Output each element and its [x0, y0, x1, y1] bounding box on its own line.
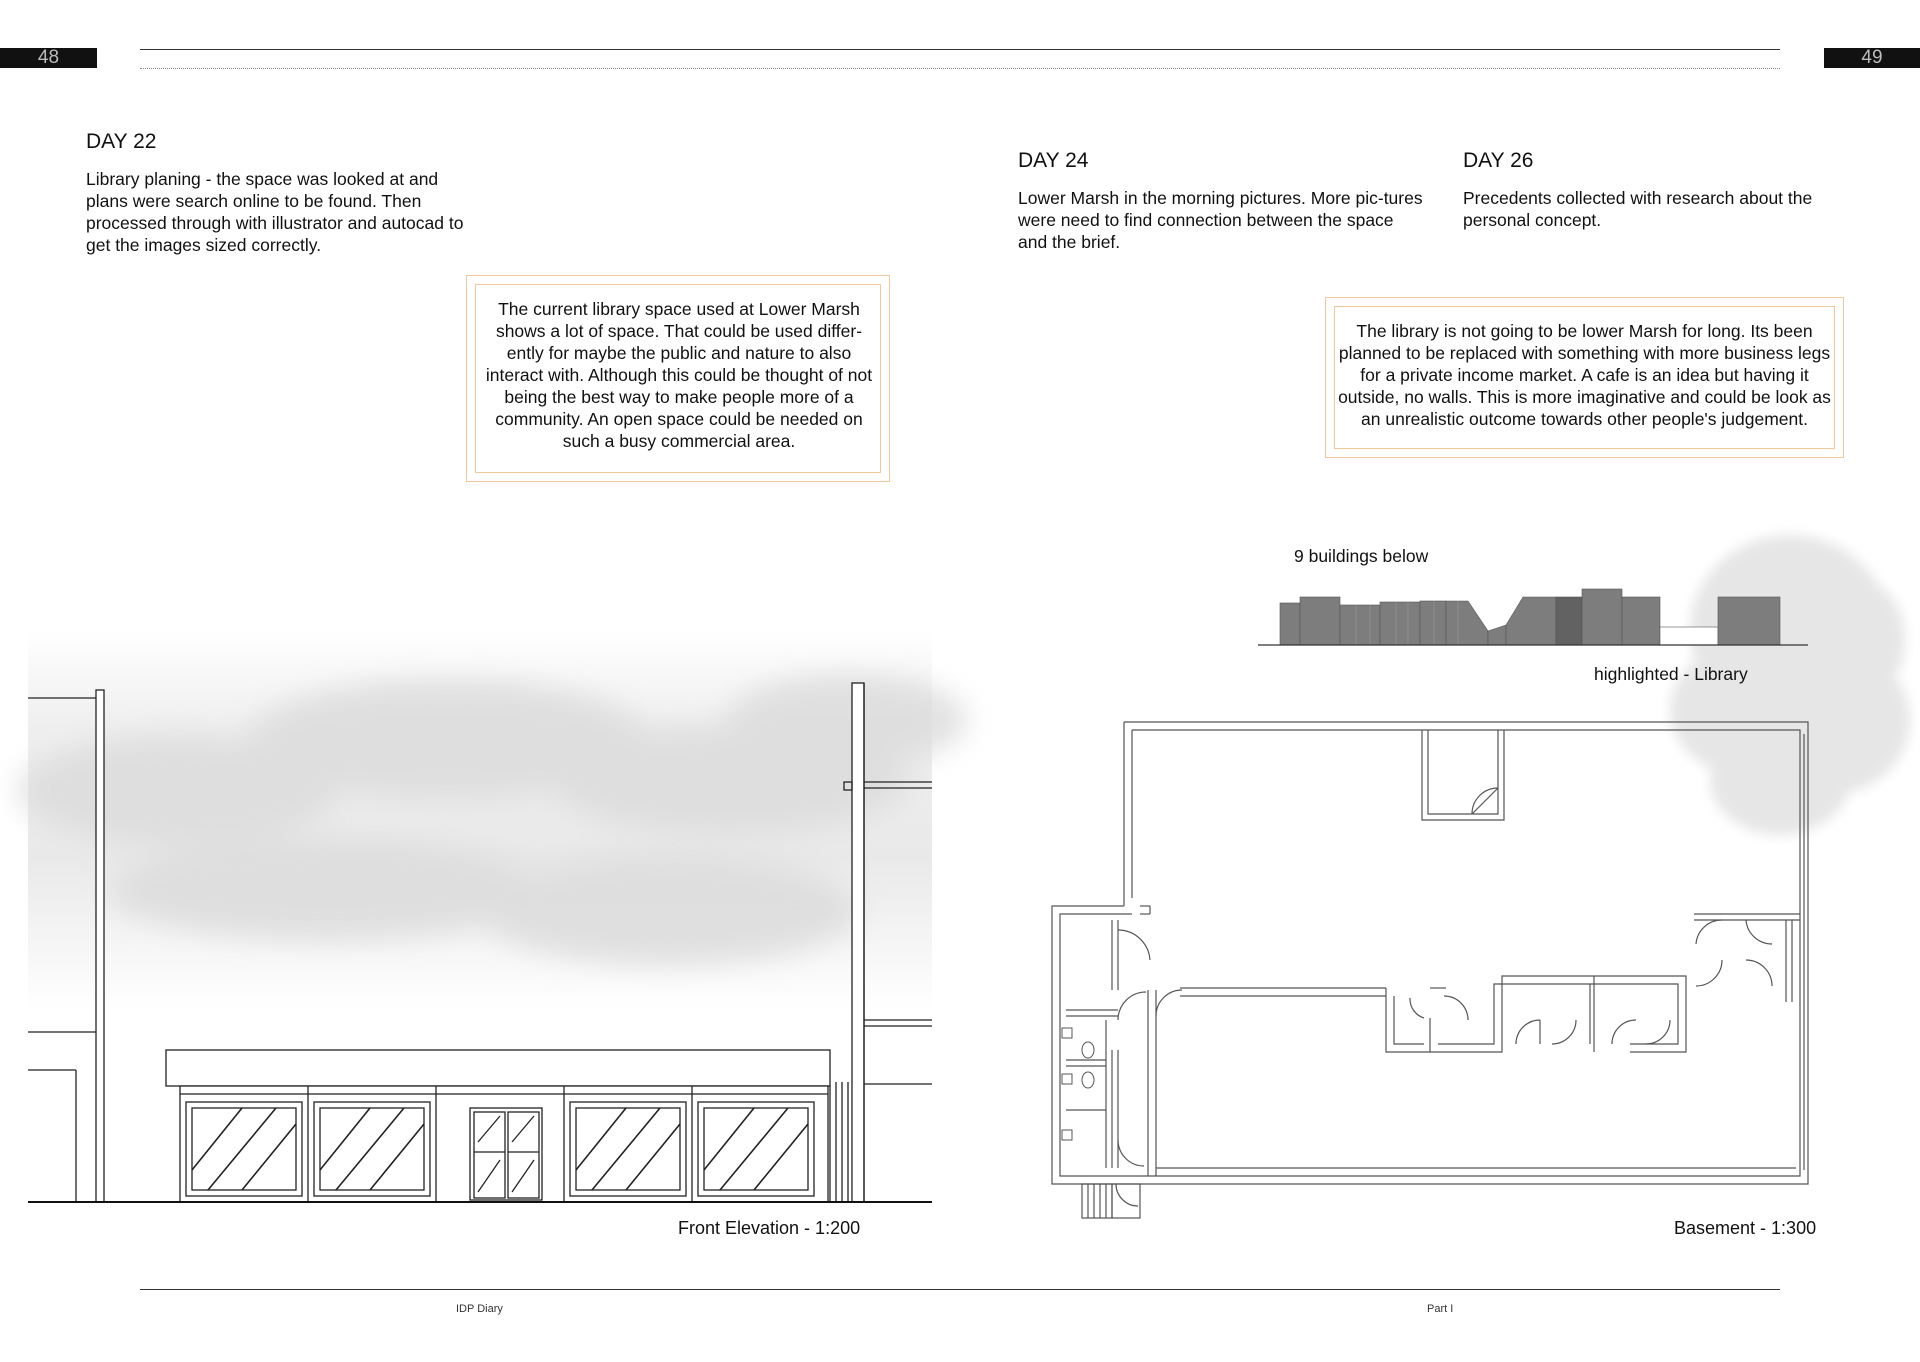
- left-building-tower: [96, 690, 104, 1202]
- header-dotted-rule: [140, 68, 1780, 69]
- building-block: [1660, 627, 1718, 645]
- elevation-caption: Front Elevation - 1:200: [678, 1218, 861, 1238]
- footer-rule: [140, 1289, 1780, 1290]
- stairs: [1082, 1184, 1112, 1218]
- building-block: [1718, 597, 1780, 645]
- footer-right-label: Part I: [1427, 1303, 1454, 1315]
- shopfront-fascia: [166, 1050, 830, 1086]
- right-page-number: 49: [1824, 48, 1920, 68]
- highlight-label: highlighted - Library: [1594, 664, 1748, 684]
- library-building: [1556, 597, 1582, 645]
- right-note-box: [1325, 297, 1844, 458]
- right-building-column: [852, 683, 864, 1202]
- building-block: [1380, 602, 1420, 645]
- basement-floor-plan: [1046, 720, 1816, 1220]
- building-block: [1506, 597, 1556, 645]
- plan-caption: Basement - 1:300: [1674, 1218, 1817, 1238]
- day22-title: DAY 22: [86, 130, 157, 153]
- buildings-label: 9 buildings below: [1294, 546, 1429, 566]
- street-buildings-diagram: [1258, 585, 1808, 647]
- day26-title: DAY 26: [1463, 149, 1534, 172]
- entrance-doors: [470, 1108, 542, 1200]
- day22-text: Library planing - the space was looked at and plans were search online to be found. Then processed through with illustrator and autocad to get the images sized correctly.: [86, 169, 464, 255]
- left-note-box: [466, 275, 890, 482]
- building-block: [1622, 597, 1660, 645]
- building-block: [1280, 603, 1300, 645]
- building-block: [1488, 625, 1506, 645]
- left-page-number: 48: [0, 48, 97, 68]
- day26-text: Precedents collected with research about the personal concept.: [1463, 188, 1813, 230]
- toilet-fixtures: [1062, 1028, 1094, 1140]
- left-note-text: The current library space used at Lower Marsh shows a lot of space. That could be used differ-ently for maybe the public and nature to also interact with. Although this could be thought of not being the best way to make people more of a community. An open space could be needed on such a busy commercial area.: [485, 299, 873, 451]
- building-block: [1300, 597, 1340, 645]
- building-block: [1420, 601, 1446, 645]
- building-block: [1446, 601, 1488, 645]
- day24-title: DAY 24: [1018, 149, 1089, 172]
- building-block: [1582, 589, 1622, 645]
- building-block: [1340, 605, 1380, 645]
- header-rule: [140, 49, 1780, 50]
- day24-text: Lower Marsh in the morning pictures. More pic-tures were need to find connection between the space and the brief.: [1018, 188, 1423, 252]
- footer-left-label: IDP Diary: [456, 1303, 503, 1315]
- front-elevation-drawing: [28, 630, 932, 1206]
- right-note-text: The library is not going to be lower Marsh for long. Its been planned to be replaced with something with more business legs for a private income market. A cafe is an idea but having it outside, no walls. This is more imaginative and could be look as an unrealistic outcome towards other people's judgement.: [1338, 321, 1831, 429]
